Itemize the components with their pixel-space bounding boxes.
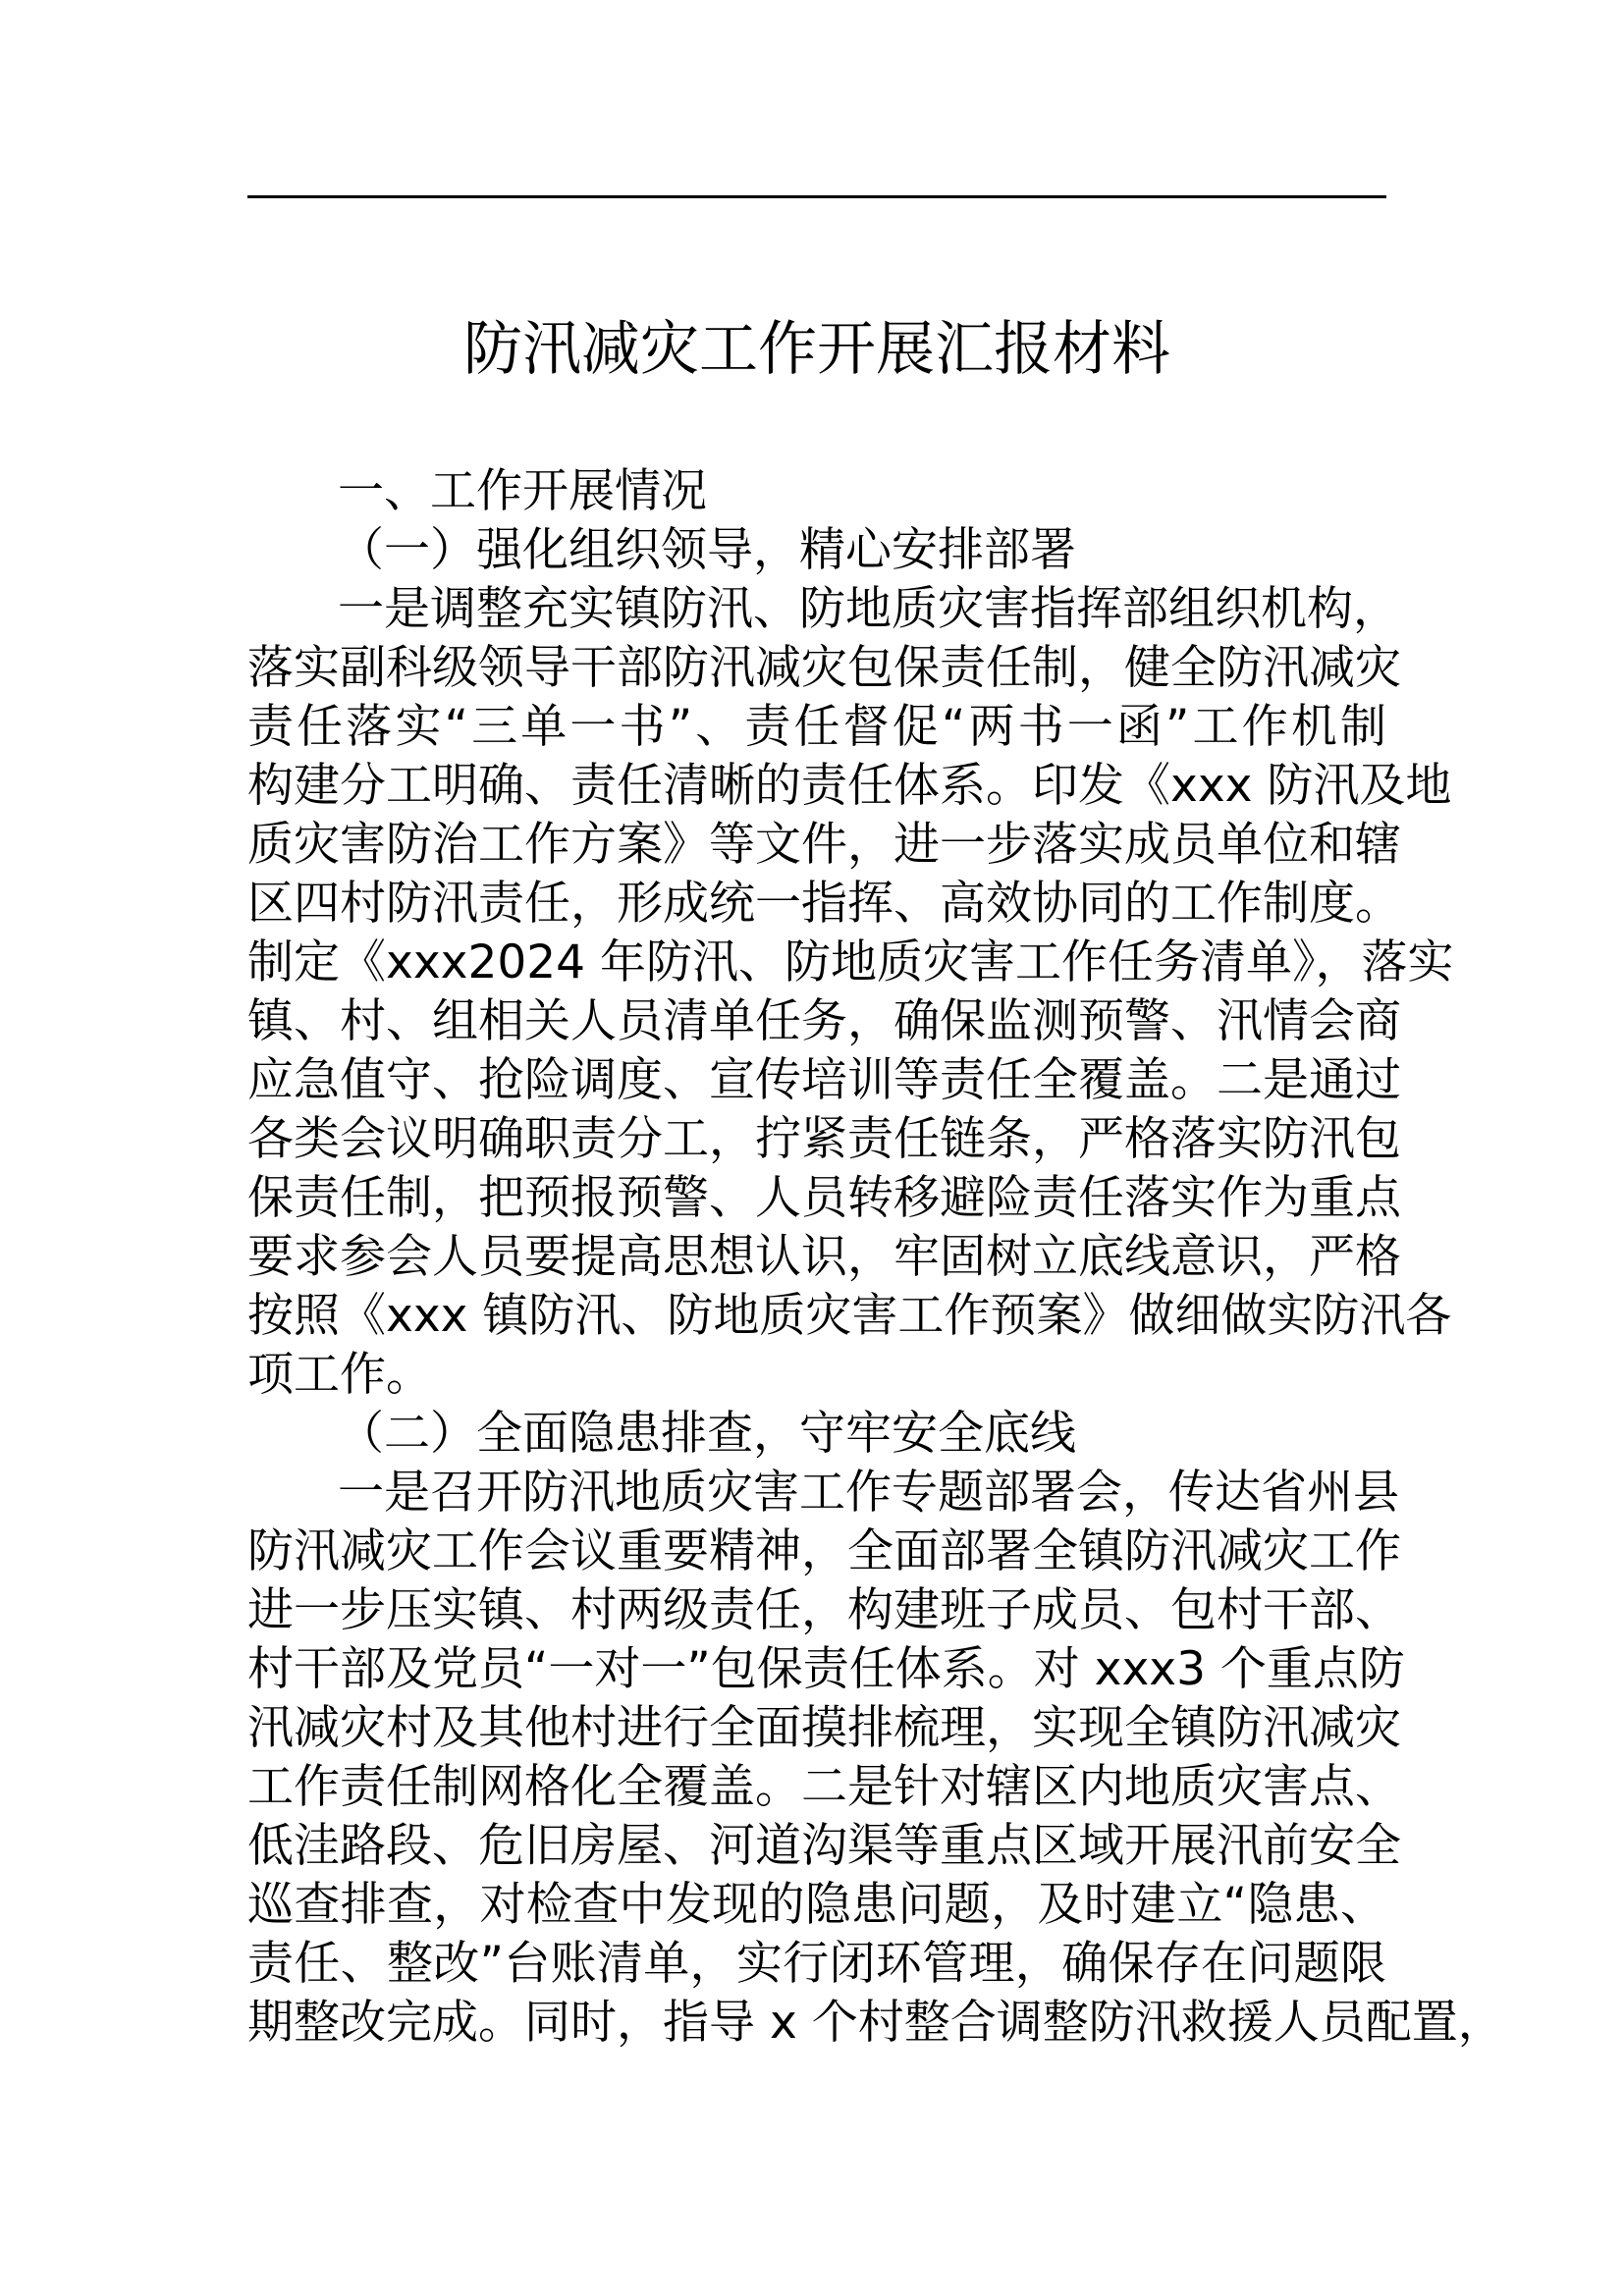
paragraph-line: 一是召开防汛地质灾害工作专题部署会，传达省州县	[338, 1466, 1399, 1520]
document-title: 防汛减灾工作开展汇报材料	[463, 315, 1170, 384]
paragraph-line: 区四村防汛责任，形成统一指挥、高效协同的工作制度。	[247, 877, 1401, 931]
paragraph-line: 责任落实“三单一书”、责任督促“两书一函”工作机制	[247, 700, 1386, 754]
section-heading: 一、工作开展情况	[338, 464, 707, 518]
paragraph-line: 防汛减灾工作会议重要精神，全面部署全镇防汛减灾工作	[247, 1524, 1401, 1578]
paragraph-line: 要求参会人员要提高思想认识，牢固树立底线意识，严格	[247, 1230, 1401, 1284]
subsection-heading: （一）强化组织领导，精心安排部署	[338, 523, 1076, 577]
paragraph-line: 构建分工明确、责任清晰的责任体系。印发《xxx 防汛及地	[247, 759, 1452, 813]
paragraph-line: 期整改完成。同时，指导 x 个村整合调整防汛救援人员配置，	[247, 1996, 1504, 2050]
paragraph-line: 项工作。	[247, 1348, 432, 1402]
paragraph-line: 应急值守、抢险调度、宣传培训等责任全覆盖。二是通过	[247, 1053, 1401, 1107]
subsection-heading: （二）全面隐患排查，守牢安全底线	[338, 1407, 1076, 1461]
paragraph-1	[247, 580, 1454, 1405]
paragraph-line: 巡查排查，对检查中发现的隐患问题，及时建立“隐患、	[247, 1878, 1386, 1932]
paragraph-2	[247, 1464, 1504, 2053]
paragraph-line: 工作责任制网格化全覆盖。二是针对辖区内地质灾害点、	[247, 1760, 1401, 1814]
paragraph-line: 落实副科级领导干部防汛减灾包保责任制，健全防汛减灾	[247, 641, 1401, 695]
document-body	[247, 462, 1504, 2053]
paragraph-line: 各类会议明确职责分工，拧紧责任链条，严格落实防汛包	[247, 1112, 1401, 1166]
paragraph-line: 汛减灾村及其他村进行全面摸排梳理，实现全镇防汛减灾	[247, 1701, 1401, 1755]
paragraph-line: 进一步压实镇、村两级责任，构建班子成员、包村干部、	[247, 1583, 1401, 1637]
paragraph-line: 制定《xxx2024 年防汛、防地质灾害工作任务清单》，落实	[247, 935, 1454, 989]
paragraph-line: 责任、整改”台账清单，实行闭环管理，确保存在问题限	[247, 1937, 1386, 1991]
paragraph-line: 镇、村、组相关人员清单任务，确保监测预警、汛情会商	[247, 994, 1401, 1048]
paragraph-line: 村干部及党员“一对一”包保责任体系。对 xxx3 个重点防	[247, 1642, 1405, 1696]
paragraph-line: 质灾害防治工作方案》等文件，进一步落实成员单位和辖	[247, 818, 1401, 872]
paragraph-line: 按照《xxx 镇防汛、防地质灾害工作预案》做细做实防汛各	[247, 1289, 1452, 1343]
paragraph-line: 保责任制，把预报预警、人员转移避险责任落实作为重点	[247, 1171, 1401, 1225]
paragraph-line: 低洼路段、危旧房屋、河道沟渠等重点区域开展汛前安全	[247, 1819, 1401, 1873]
paragraph-line: 一是调整充实镇防汛、防地质灾害指挥部组织机构，	[338, 582, 1399, 636]
header-rule	[247, 195, 1386, 198]
